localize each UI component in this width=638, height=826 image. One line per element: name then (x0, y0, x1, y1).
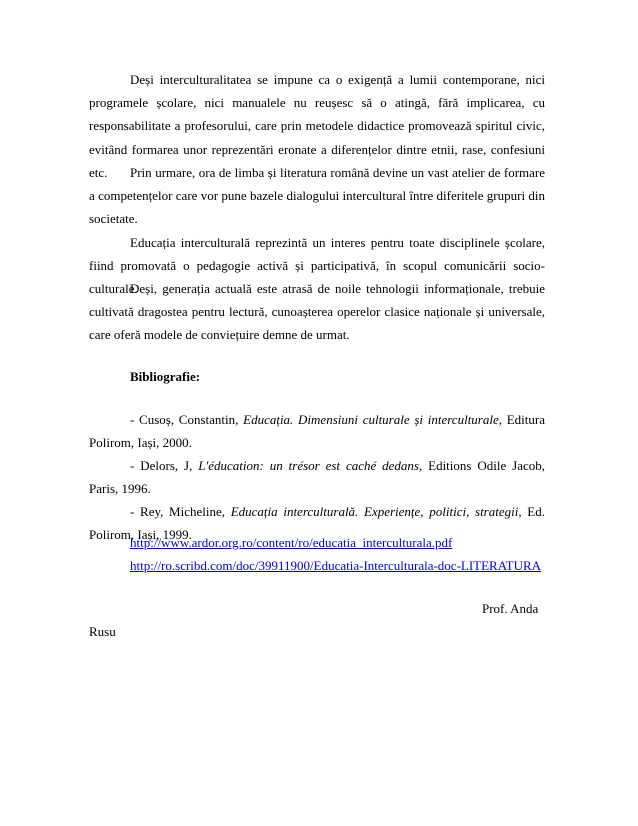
paragraph-romanian-literature: Prin urmare, ora de limba și literatura română devine un vast atelier de formare a competențelor care vor pune bazele dialogului intercultural între diferitele grupuri din societate. (89, 165, 545, 227)
ref-author: - Rey, Micheline, (130, 504, 231, 519)
bibliography-entry-delors (89, 454, 545, 500)
ref-title: L'éducation: un trésor est caché dedans (198, 458, 419, 473)
ref-author: - Cusoș, Constantin, (130, 412, 244, 427)
scribd-link[interactable]: http://ro.scribd.com/doc/39911900/Educatia-Interculturala-doc-LITERATURA (130, 558, 542, 573)
bibliography-link-scribd (130, 554, 550, 577)
ref-publisher: Ed. Polirom, Iași, 1999. (89, 504, 545, 543)
ref-author: - Delors, J, (130, 458, 199, 473)
ref-title: Educația. Dimensiuni culturale și interculturale (243, 412, 499, 427)
paragraph-reading-culture: Deși, generația actuală este atrasă de noile tehnologii informaționale, trebuie cultivată dragostea pentru lectură, cunoașterea operelor clasice naționale și universale, care oferă modele de conviețuire demne de urmat. (89, 281, 545, 343)
ref-publisher: , Editions Odile Jacob, Paris, 1996. (89, 458, 545, 497)
ardor-link[interactable]: http://www.ardor.org.ro/content/ro/educatia_interculturala.pdf (130, 535, 453, 550)
paragraph-intercultural-education: Educația interculturală reprezintă un interes pentru toate disciplinele școlare, fiind promovată o pedagogie activă și participativă, în scopul comunicării socio-culturale. (89, 235, 545, 297)
ref-publisher: , Editura Polirom, Iași, 2000. (89, 412, 545, 451)
bibliography-heading: Bibliografie: (130, 369, 201, 384)
signature-surname-line: Rusu (89, 624, 116, 639)
signature-name-line: Prof. Anda (482, 601, 539, 616)
paragraph-intercultural-exigency: Deși interculturalitatea se impune ca o exigență a lumii contemporane, nici programele școlare, nici manualele nu reușesc să o atingă, fără implicarea, cu responsabilitate a profesorului, care prin metodele didactice promovează spiritul civic, evitând formarea unor reprezentări eronate a diferențelor dintre etnii, rase, confesiuni etc. (89, 72, 545, 180)
bibliography-link-ardor (130, 531, 550, 554)
bibliography-entry-cusos (89, 408, 545, 454)
ref-title: Educația interculturală. Experiențe, politici, strategii, (230, 504, 522, 519)
